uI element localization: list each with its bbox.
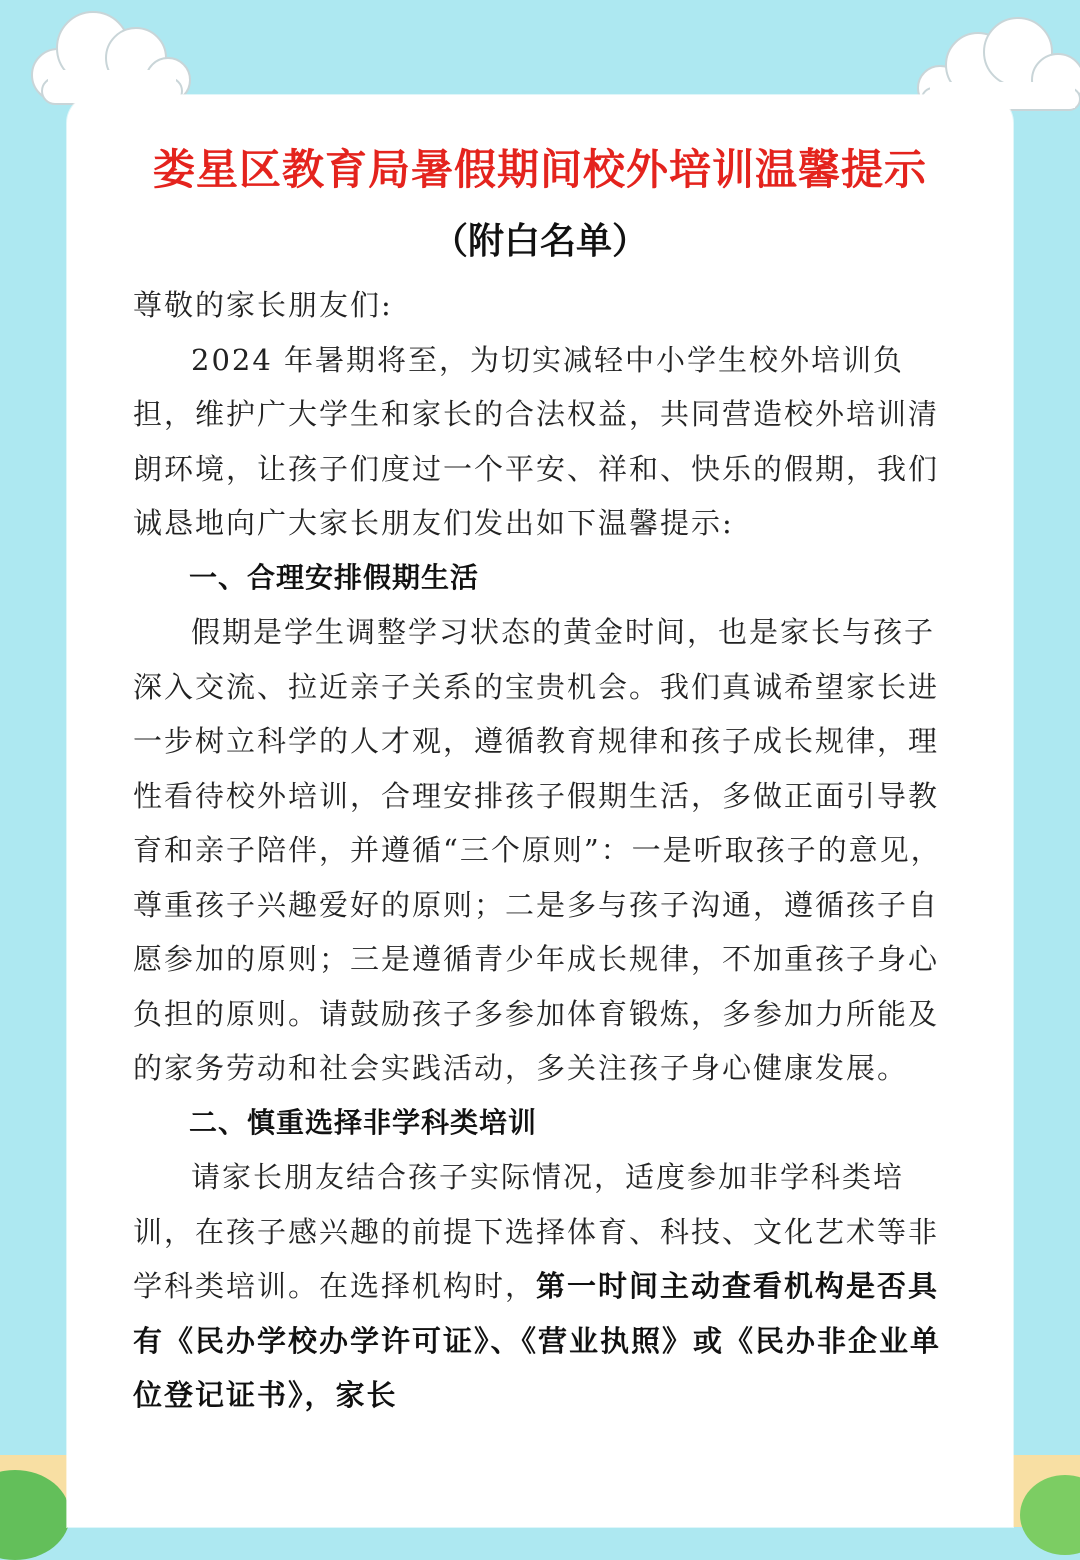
greeting: 尊敬的家长朋友们: <box>133 288 393 322</box>
document-subtitle: （附白名单） <box>431 220 648 262</box>
document-body <box>133 278 948 1423</box>
section-1-paragraph: 假期是学生调整学习状态的黄金时间，也是家长与孩子深入交流、拉近亲子关系的宝贵机会。我们真诚希望家长进一步树立科学的人才观，遵循教育规律和孩子成长规律，理性看待校外培训，合理安排孩子假期生活，多做正面引导教育和亲子陪伴，并遵循“三个原则”：一是听取孩子的意见，尊重孩子兴趣爱好的原则；二是多与孩子沟通，遵循孩子自愿参加的原则；三是遵循青少年成长规律，不加重孩子身心负担的原则。请鼓励孩子多参加体育锻炼，多参加力所能及的家务劳动和社会实践活动，多关注孩子身心健康发展。 <box>133 615 942 1085</box>
section-2-plain-text: 请家长朋友结合孩子实际情况，适度参加非学科类培训，在孩子感兴趣的前提下选择体育、科技、文化艺术等非学科类培训。在选择机构时， <box>133 1160 940 1303</box>
section-2-bold-text: 第一时间主动查看机构是否具有《民办学校办学许可证》、《营业执照》或《民办非企业单位登记证书》，家长 <box>133 1269 942 1412</box>
section-1-heading: 一、合理安排假期生活 <box>189 560 480 594</box>
intro-paragraph: 2024 年暑期将至，为切实减轻中小学生校外培训负担，维护广大学生和家长的合法权益，共同营造校外培训清朗环境，让孩子们度过一个平安、祥和、快乐的假期，我们诚恳地向广大家长朋友们发出如下温馨提示: <box>133 342 940 540</box>
section-2-paragraph <box>133 1150 948 1423</box>
document-title: 娄星区教育局暑假期间校外培训温馨提示 <box>152 145 927 194</box>
section-2-heading: 二、慎重选择非学科类培训 <box>189 1105 538 1139</box>
